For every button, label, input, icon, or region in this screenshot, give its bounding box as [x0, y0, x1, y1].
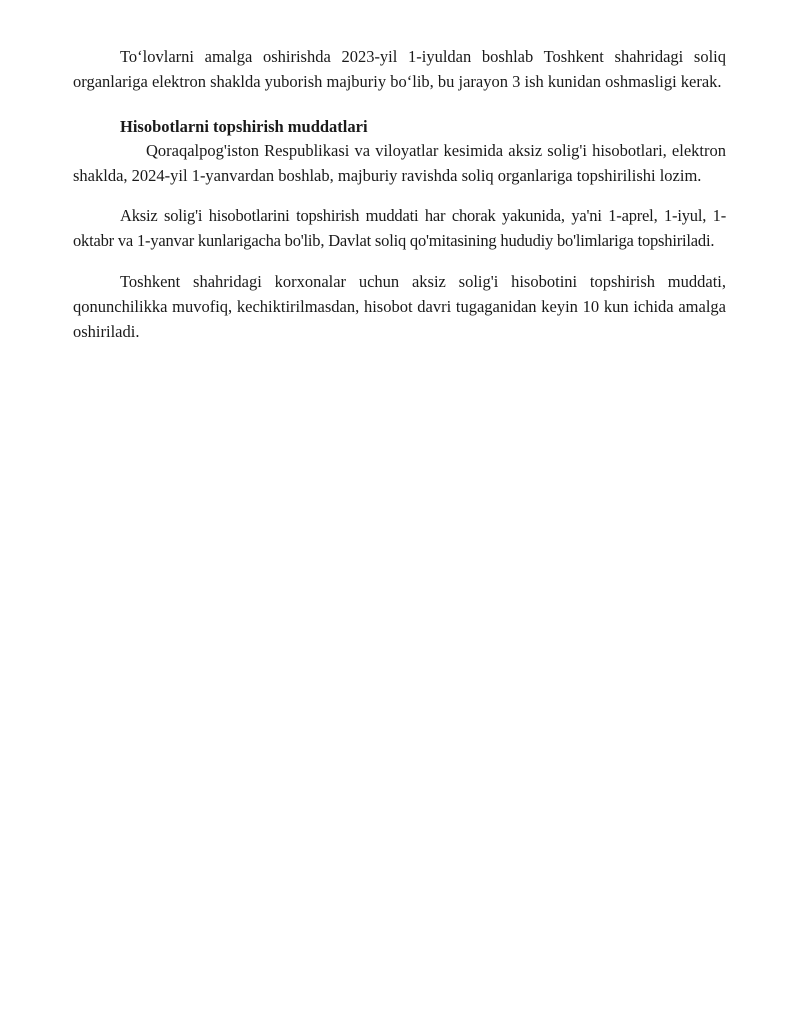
- paragraph-quarterly-deadline: Aksiz solig'i hisobotlarini topshirish muddati har chorak yakunida, ya'ni 1-aprel, 1-iyul, 1-oktabr va 1-yanvar kunlarigacha bo'lib, Davlat soliq qo'mitasining hududiy bo'limlariga topshiriladi.: [73, 206, 726, 250]
- paragraph-electronic-reports: Qoraqalpog'iston Respublikasi va viloyatlar kesimida aksiz solig'i hisobotlari, elektron shaklda, 2024-yil 1-yanvardan boshlab, majburiy ravishda soliq organlariga topshirilishi lozim.: [73, 141, 726, 185]
- section-heading: Hisobotlarni topshirish muddatlari: [120, 117, 368, 136]
- paragraph-tashkent-deadline: Toshkent shahridagi korxonalar uchun aksiz solig'i hisobotini topshirish muddati, qonunchilikka muvofiq, kechiktirilmasdan, hisobot davri tugaganidan keyin 10 kun ichida amalga oshiriladi.: [73, 272, 726, 341]
- document-page: [73, 44, 726, 344]
- paragraph-payment-deadline: To‘lovlarni amalga oshirishda 2023-yil 1-iyuldan boshlab Toshkent shahridagi soliq organlariga elektron shaklda yuborish majburiy bo‘lib, bu jarayon 3 ish kunidan oshmasligi kerak.: [73, 47, 726, 91]
